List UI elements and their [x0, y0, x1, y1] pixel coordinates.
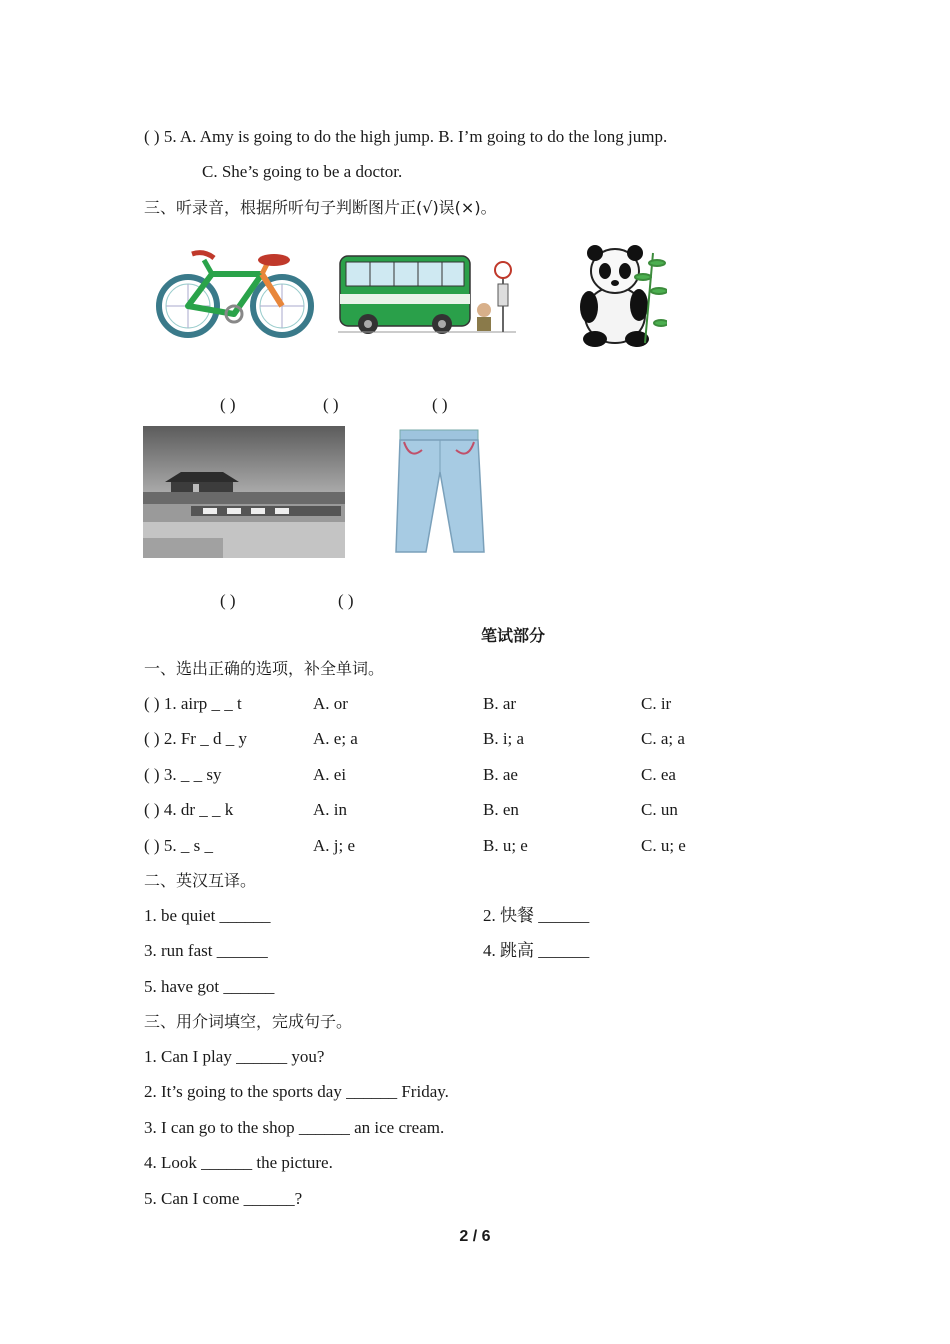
option-a: A. ei: [313, 765, 347, 784]
fill-in-item: 2. It’s going to the sports day ______ Friday.: [144, 1082, 449, 1101]
option-a: A. or: [313, 694, 348, 713]
option-c: C. u; e: [641, 836, 686, 855]
option-a: A. j; e: [313, 836, 356, 855]
answer-bracket: ( ): [323, 395, 339, 414]
square-photo: [143, 426, 345, 558]
question: ( ) 1. airp _ _ t: [144, 694, 242, 713]
option-c: C. a; a: [641, 729, 685, 748]
listening-q5-line1: ( ) 5. A. Amy is going to do the high jump. B. I’m going to do the long jump.: [144, 127, 668, 146]
question: ( ) 5. _ s _: [144, 836, 213, 855]
answer-bracket: ( ): [432, 395, 448, 414]
question: ( ) 4. dr _ _ k: [144, 800, 234, 819]
option-b: B. u; e: [483, 836, 528, 855]
translation-item: 2. 快餐 ______: [483, 906, 590, 925]
option-b: B. i; a: [483, 729, 525, 748]
answer-bracket: ( ): [338, 591, 354, 610]
fill-in-item: 1. Can I play ______ you?: [144, 1047, 325, 1066]
written-part-title: 笔试部分: [480, 626, 545, 645]
translation-item: 3. run fast ______: [144, 941, 268, 960]
answer-bracket: ( ): [220, 395, 236, 414]
section3-heading: 三、用介词填空，完成句子。: [144, 1012, 353, 1031]
bus-picture: [338, 250, 516, 335]
page-number: 2 / 6: [459, 1228, 491, 1245]
option-a: A. in: [313, 800, 347, 819]
option-c: C. ea: [641, 765, 676, 784]
panda-picture: [575, 243, 667, 348]
fill-in-item: 3. I can go to the shop ______ an ice cream.: [144, 1118, 445, 1137]
bicycle-picture: [152, 246, 317, 346]
option-b: B. ae: [483, 765, 518, 784]
answer-bracket: ( ): [220, 591, 236, 610]
fill-in-item: 4. Look ______ the picture.: [144, 1153, 333, 1172]
jeans-picture: [390, 428, 498, 556]
listening-q5-line2: C. She’s going to be a doctor.: [202, 162, 403, 181]
option-c: C. un: [641, 800, 678, 819]
translation-item: 1. be quiet ______: [144, 906, 271, 925]
question: ( ) 2. Fr _ d _ y: [144, 729, 247, 748]
translation-item: 4. 跳高 ______: [483, 941, 590, 960]
translation-item: 5. have got ______: [144, 977, 275, 996]
fill-in-item: 5. Can I come ______?: [144, 1189, 303, 1208]
option-a: A. e; a: [313, 729, 358, 748]
option-b: B. en: [483, 800, 519, 819]
section1-heading: 一、选出正确的选项，补全单词。: [144, 659, 385, 678]
option-b: B. ar: [483, 694, 517, 713]
listening-part3-heading: 三、听录音，根据所听句子判断图片正(√)误(×)。: [144, 198, 497, 217]
section2-heading: 二、英汉互译。: [144, 871, 257, 890]
question: ( ) 3. _ _ sy: [144, 765, 222, 784]
option-c: C. ir: [641, 694, 672, 713]
